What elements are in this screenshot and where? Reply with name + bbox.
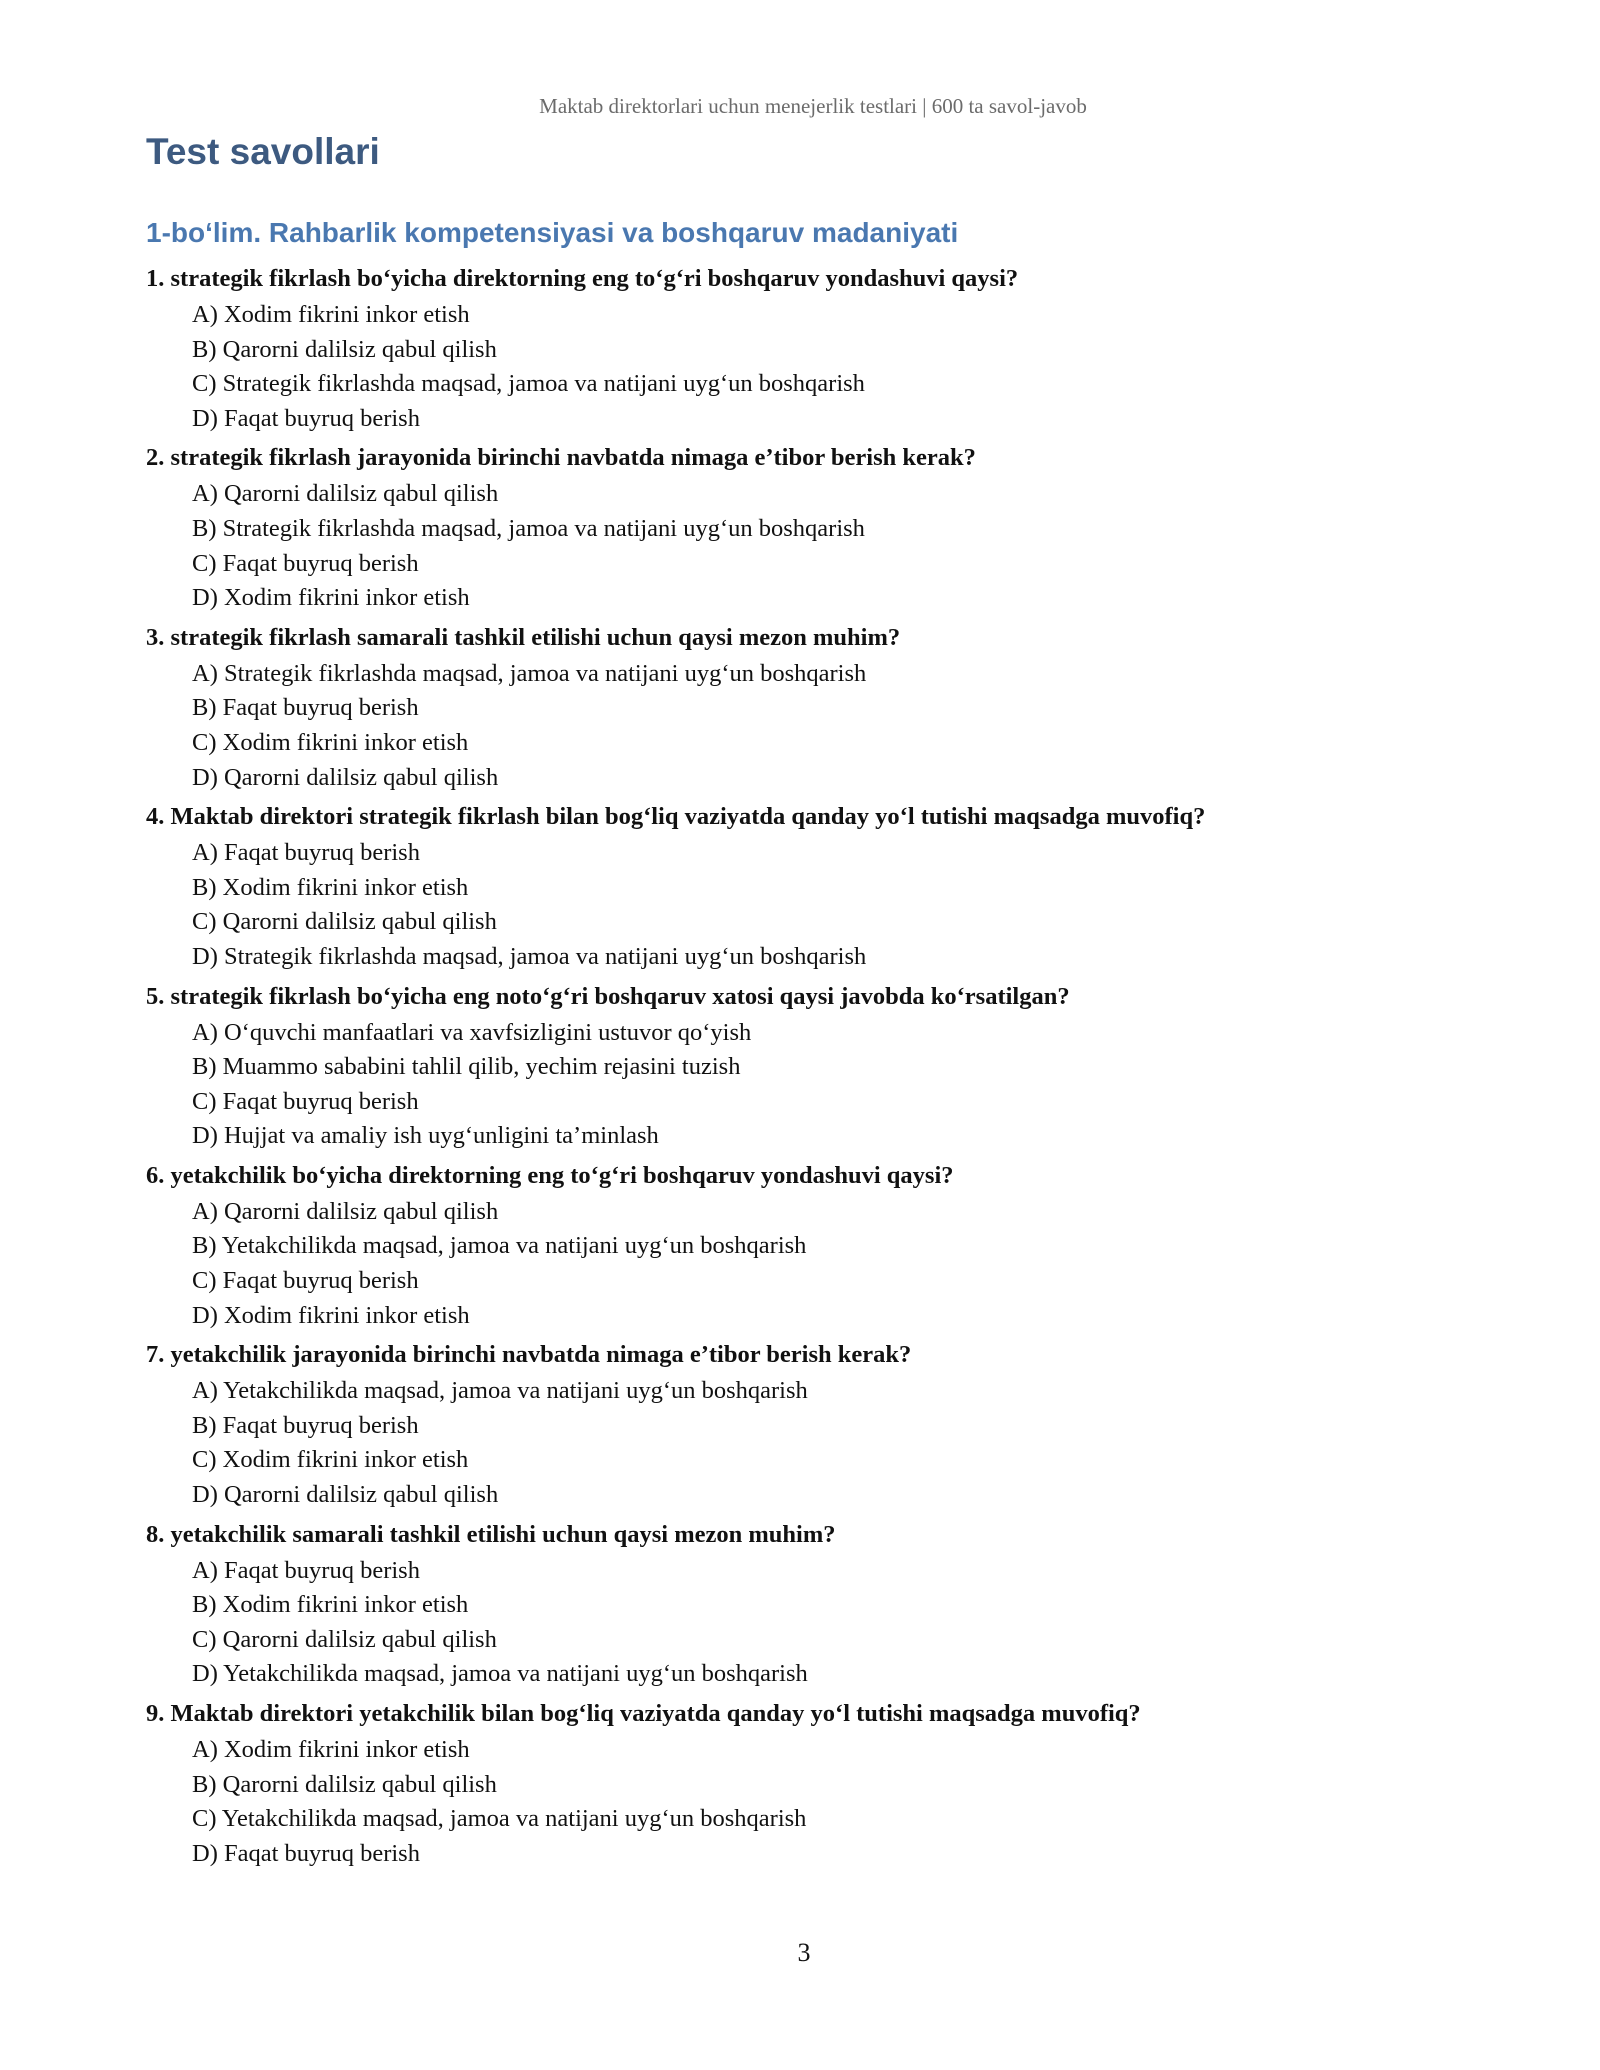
answer-option: D) Xodim fikrini inkor etish	[192, 584, 470, 612]
running-header: Maktab direktorlari uchun menejerlik testlari | 600 ta savol-javob	[539, 94, 1087, 118]
answer-option: D) Faqat buyruq berish	[192, 1839, 420, 1867]
answer-option: A) Strategik fikrlashda maqsad, jamoa va natijani uyg‘un boshqarish	[192, 659, 867, 687]
answer-options	[146, 1733, 1476, 1871]
answer-option: C) Faqat buyruq berish	[192, 549, 419, 577]
answer-option: C) Xodim fikrini inkor etish	[192, 1446, 469, 1474]
answer-option: B) Qarorni dalilsiz qabul qilish	[192, 335, 497, 363]
question-block	[146, 1516, 1476, 1692]
answer-option: D) Qarorni dalilsiz qabul qilish	[192, 1481, 499, 1509]
answer-option: A) Faqat buyruq berish	[192, 1556, 420, 1584]
answer-options	[146, 1016, 1476, 1154]
document-title: Test savollari	[146, 131, 380, 172]
answer-option: D) Xodim fikrini inkor etish	[192, 1301, 470, 1329]
question-text: 7. yetakchilik jarayonida birinchi navbatda nimaga e’tibor berish kerak?	[146, 1341, 912, 1369]
answer-option: D) Qarorni dalilsiz qabul qilish	[192, 763, 499, 791]
question-block	[146, 1336, 1476, 1512]
answer-option: C) Qarorni dalilsiz qabul qilish	[192, 908, 497, 936]
question-text: 4. Maktab direktori strategik fikrlash bilan bog‘liq vaziyatda qanday yo‘l tutishi maqsadga muvofiq?	[146, 803, 1206, 831]
answer-option: A) Xodim fikrini inkor etish	[192, 1736, 470, 1763]
question-text: 6. yetakchilik bo‘yicha direktorning eng to‘g‘ri boshqaruv yondashuvi qaysi?	[146, 1161, 954, 1189]
answer-option: C) Yetakchilikda maqsad, jamoa va natijani uyg‘un boshqarish	[192, 1805, 807, 1833]
answer-option: B) Xodim fikrini inkor etish	[192, 1591, 469, 1619]
answer-option: B) Yetakchilikda maqsad, jamoa va natijani uyg‘un boshqarish	[192, 1232, 807, 1260]
answer-option: A) Qarorni dalilsiz qabul qilish	[192, 1197, 499, 1225]
answer-option: D) Faqat buyruq berish	[192, 404, 420, 432]
answer-option: D) Strategik fikrlashda maqsad, jamoa va natijani uyg‘un boshqarish	[192, 942, 867, 970]
answer-option: A) Qarorni dalilsiz qabul qilish	[192, 480, 499, 508]
answer-options	[146, 1195, 1476, 1333]
question-text: 2. strategik fikrlash jarayonida birinchi navbatda nimaga e’tibor berish kerak?	[146, 444, 976, 472]
question-list	[146, 260, 1476, 1871]
page-number: 3	[797, 1938, 811, 1967]
answer-option: A) O‘quvchi manfaatlari va xavfsizligini ustuvor qo‘yish	[192, 1018, 752, 1046]
question-block	[146, 798, 1476, 974]
question-block	[146, 1695, 1476, 1871]
section-title: 1-bo‘lim. Rahbarlik kompetensiyasi va boshqaruv madaniyati	[146, 217, 959, 248]
answer-option: A) Yetakchilikda maqsad, jamoa va natijani uyg‘un boshqarish	[192, 1377, 808, 1405]
answer-option: C) Faqat buyruq berish	[192, 1267, 419, 1295]
answer-option: B) Xodim fikrini inkor etish	[192, 873, 469, 901]
answer-option: B) Qarorni dalilsiz qabul qilish	[192, 1770, 497, 1798]
answer-options	[146, 1554, 1476, 1692]
answer-option: B) Strategik fikrlashda maqsad, jamoa va natijani uyg‘un boshqarish	[192, 514, 865, 542]
question-text: 8. yetakchilik samarali tashkil etilishi uchun qaysi mezon muhim?	[146, 1520, 836, 1548]
answer-options	[146, 836, 1476, 974]
answer-options	[146, 298, 1476, 436]
answer-option: C) Qarorni dalilsiz qabul qilish	[192, 1625, 497, 1653]
answer-options	[146, 477, 1476, 615]
question-block	[146, 978, 1476, 1154]
answer-options	[146, 657, 1476, 795]
answer-option: B) Faqat buyruq berish	[192, 1411, 419, 1439]
question-block	[146, 1157, 1476, 1333]
question-text: 9. Maktab direktori yetakchilik bilan bog‘liq vaziyatda qanday yo‘l tutishi maqsadga muvofiq?	[146, 1700, 1141, 1727]
answer-option: A) Xodim fikrini inkor etish	[192, 301, 470, 328]
answer-option: B) Faqat buyruq berish	[192, 694, 419, 722]
answer-option: B) Muammo sababini tahlil qilib, yechim rejasini tuzish	[192, 1053, 741, 1081]
answer-option: C) Xodim fikrini inkor etish	[192, 728, 469, 756]
answer-option: D) Yetakchilikda maqsad, jamoa va natijani uyg‘un boshqarish	[192, 1660, 808, 1688]
answer-option: D) Hujjat va amaliy ish uyg‘unligini ta’minlash	[192, 1122, 659, 1150]
document-body	[146, 126, 1476, 1871]
answer-options	[146, 1374, 1476, 1512]
question-block	[146, 619, 1476, 795]
answer-option: A) Faqat buyruq berish	[192, 839, 420, 867]
question-text: 1. strategik fikrlash bo‘yicha direktorning eng to‘g‘ri boshqaruv yondashuvi qaysi?	[146, 265, 1019, 292]
question-block	[146, 260, 1476, 436]
answer-option: C) Faqat buyruq berish	[192, 1087, 419, 1115]
question-text: 5. strategik fikrlash bo‘yicha eng noto‘g‘ri boshqaruv xatosi qaysi javobda ko‘rsatilgan?	[146, 982, 1070, 1010]
question-text: 3. strategik fikrlash samarali tashkil etilishi uchun qaysi mezon muhim?	[146, 623, 901, 651]
answer-option: C) Strategik fikrlashda maqsad, jamoa va natijani uyg‘un boshqarish	[192, 370, 865, 398]
question-block	[146, 439, 1476, 615]
